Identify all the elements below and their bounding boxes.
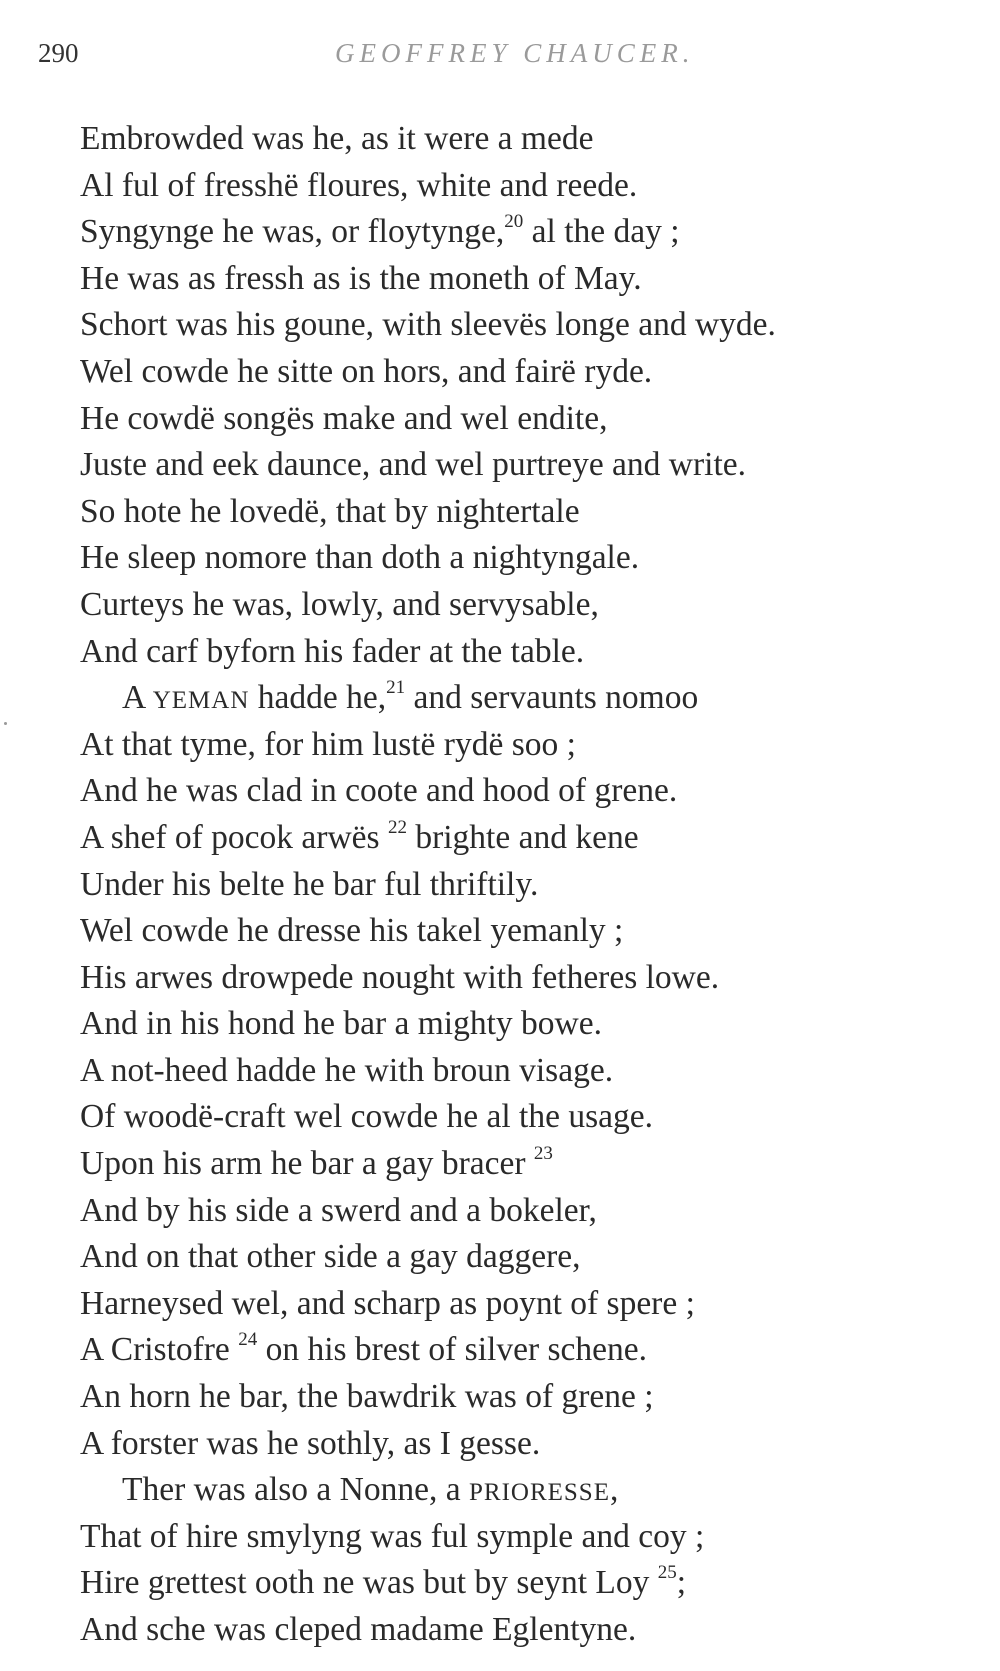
poem-line: He sleep nomore than doth a nightyngale. — [80, 539, 640, 577]
page-header — [0, 38, 1000, 78]
poem-line: A YEMAN hadde he,$^{21}$ and servaunts nomoo — [122, 677, 699, 717]
poem-line: Of woodë-craft wel cowde he al the usage. — [80, 1098, 653, 1136]
poem-line: He was as fressh as is the moneth of May. — [80, 259, 642, 297]
poem-line: Juste and eek daunce, and wel purtreye and write. — [80, 446, 747, 484]
poem-line: And on that other side a gay daggere, — [80, 1238, 581, 1276]
poem-line: Syngynge he was, or floytynge,$^{20}$ al the day ; — [80, 211, 680, 251]
poem-line: That of hire smylyng was ful symple and coy ; — [80, 1517, 705, 1555]
footnote-marker: 25 — [657, 1562, 677, 1584]
poem-line: His arwes drowpede nought with fetheres lowe. — [80, 958, 720, 996]
margin-speck — [4, 722, 7, 725]
page-number: 290 — [38, 38, 79, 68]
footnote-marker: 20 — [504, 211, 524, 233]
poem-line: And in his hond he bar a mighty bowe. — [80, 1005, 602, 1043]
poem-line: So hote he lovedë, that by nightertale — [80, 492, 580, 530]
poem-line: He cowdë songës make and wel endite, — [80, 399, 608, 437]
poem-line: At that tyme, for him lustë rydë soo ; — [80, 725, 576, 763]
poem-line: Curteys he was, lowly, and servysable, — [80, 585, 599, 623]
poem-line: A shef of pocok arwës $^{22}$ brighte and kene — [80, 816, 639, 856]
footnote-marker: 22 — [387, 816, 407, 838]
poem-line: Wel cowde he dresse his takel yemanly ; — [80, 912, 624, 950]
footnote-marker: 21 — [386, 677, 406, 699]
poem-line: A forster was he sothly, as I gesse. — [80, 1424, 541, 1462]
poem-line: Al ful of fresshë floures, white and reede. — [80, 166, 638, 204]
poem-line: Wel cowde he sitte on hors, and fairë ryde. — [80, 352, 653, 390]
footnote-marker: 24 — [238, 1329, 258, 1351]
footnote-marker: 23 — [533, 1143, 553, 1165]
poem-line: Upon his arm he bar a gay bracer $^{23}$ — [80, 1143, 553, 1183]
poem-line: And by his side a swerd and a bokeler, — [80, 1191, 597, 1229]
small-caps-name: YEMAN — [152, 687, 250, 715]
poem-line: And carf byforn his fader at the table. — [80, 632, 585, 670]
poem-line: An horn he bar, the bawdrik was of grene ; — [80, 1378, 654, 1416]
poem-text — [80, 116, 960, 1654]
poem-line: Under his belte he bar ful thriftily. — [80, 865, 539, 903]
running-head: GEOFFREY CHAUCER. — [335, 38, 695, 68]
poem-line: Hire grettest ooth ne was but by seynt Loy $^{25}$; — [80, 1562, 687, 1602]
small-caps-name: PRIORESSE — [468, 1479, 610, 1507]
poem-line: Embrowded was he, as it were a mede — [80, 120, 594, 157]
poem-line: Ther was also a Nonne, a PRIORESSE, — [122, 1471, 619, 1509]
poem-line: A not-heed hadde he with broun visage. — [80, 1051, 614, 1089]
poem-line: Schort was his goune, with sleevës longe and wyde. — [80, 306, 776, 344]
poem-line: And he was clad in coote and hood of grene. — [80, 772, 678, 810]
poem-line: A Cristofre $^{24}$ on his brest of silver schene. — [80, 1329, 648, 1369]
poem-line: Harneysed wel, and scharp as poynt of spere ; — [80, 1284, 695, 1322]
poem-line: And sche was cleped madame Eglentyne. — [80, 1611, 637, 1648]
